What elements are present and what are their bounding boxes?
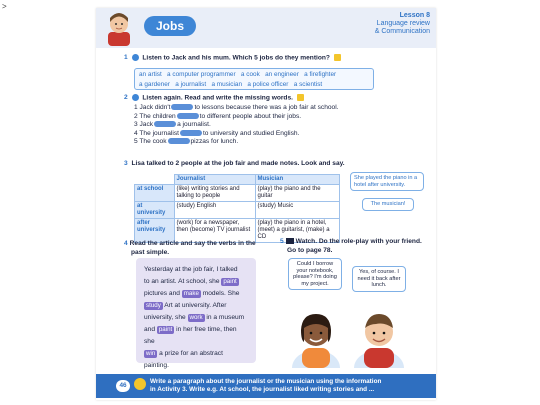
speech-bubble-musician: The musician! [362, 198, 414, 211]
gap-fill-item: 3 Jack a journalist. [134, 121, 211, 128]
activity-3-instruction [124, 160, 424, 169]
lesson-heading [375, 12, 430, 36]
page-number: 46 [116, 380, 130, 392]
table-cell: (like) writing stories and talking to people [174, 185, 255, 202]
article-line: and paint in her free time, then she [144, 326, 237, 345]
textbook-page [96, 8, 436, 400]
notebook-icon [334, 54, 341, 61]
lesson-number: Lesson 8 [399, 12, 430, 19]
gap-fill-list [134, 104, 424, 147]
table-cell: (study) Music [255, 202, 339, 219]
activity-1-instruction [124, 54, 424, 63]
table-header-cell [135, 175, 175, 185]
gap-fill-item: 5 The cook pizzas for lunch. [134, 138, 239, 145]
table-cell: (work) for a newspaper, then (become) TV journalist [174, 219, 255, 243]
gap-fill-item: 1 Jack didn't to lessons because there was a job fair at school. [134, 104, 339, 111]
hidden-answer-blot [180, 130, 202, 136]
verb-chip: work [189, 314, 203, 321]
page-title: Jobs [144, 16, 196, 36]
speech-bubble-yes-of-course: Yes, of course. I need it back after lunch. [352, 266, 406, 292]
audio-icon [132, 54, 139, 61]
article-line: university, she work in a museum [144, 314, 245, 321]
jobs-word-box [134, 68, 374, 90]
writing-task: Write a paragraph about the journalist or the musician using the information in Activity 3. Write e.g. At school, the journalist liked writing stories and ... [150, 378, 382, 393]
table-header-cell: Musician [255, 175, 339, 185]
corner-mark: > [2, 2, 7, 11]
hidden-answer-blot [154, 121, 176, 127]
verb-chip: win [146, 350, 156, 357]
activity-1-text: Listen to Jack and his mum. Which 5 jobs do they mention? [142, 54, 330, 62]
table-cell: (play) the piano in a hotel, (meet) a guitarist, (make) a CD [255, 219, 339, 243]
activity-2-number: 2 [124, 94, 128, 102]
activity-5-number: 5 [280, 238, 284, 245]
table-cell: (study) English [174, 202, 255, 219]
row-label: at school [135, 185, 175, 202]
activity-2-instruction [124, 94, 424, 103]
boy-character-image [354, 306, 404, 368]
table-header-row [135, 175, 340, 185]
notebook-icon [297, 94, 304, 101]
speech-bubble-played-piano: She played the piano in a hotel after university. [350, 172, 424, 191]
girl-character-image [292, 306, 340, 368]
activity-5-instruction: 5 Watch. Do the role-play with your friend. Go to page 78. [280, 238, 422, 254]
boy-portrait-image [104, 10, 134, 46]
audio-icon [132, 94, 139, 101]
gap-fill-item: 2 The children to different people about their jobs. [134, 112, 302, 120]
activity-4-instruction: 4 Read the article and say the verbs in the past simple. [124, 240, 256, 256]
job-fair-notes-table [134, 174, 340, 243]
activity-3-number: 3 [124, 160, 128, 167]
table-row [135, 185, 340, 202]
page-header [96, 8, 436, 48]
table-cell: (play) the piano and the guitar [255, 185, 339, 202]
hidden-answer-blot [177, 113, 199, 119]
article-line: to an artist. At school, she paint [144, 278, 237, 285]
row-label: at university [135, 202, 175, 219]
speech-bubble-borrow-notebook: Could I borrow your notebook, please? I'm doing my project. [288, 258, 342, 290]
article-line: pictures and make models. She [144, 290, 240, 297]
hidden-answer-blot [171, 104, 193, 110]
video-camera-icon [286, 238, 294, 244]
article-line: win a prize for an abstract painting. [144, 350, 223, 369]
verb-chip: paint [158, 326, 173, 333]
activity-3-text: Lisa talked to 2 people at the job fair and made notes. Look and say. [131, 160, 345, 167]
article-line: Yesterday at the job fair, I talked [144, 266, 238, 273]
jobs-line-1: an artist a computer programmer a cook an engineer a firefighter [139, 71, 337, 78]
row-label: after university [135, 219, 175, 243]
activity-1-number: 1 [124, 54, 128, 62]
activity-4-number: 4 [124, 240, 128, 247]
jobs-line-2: a gardener a journalist a musician a police officer a scientist [139, 81, 323, 88]
article-text-box [136, 258, 256, 369]
lesson-subtitle-2: & Communication [374, 28, 430, 35]
hidden-answer-blot [168, 138, 190, 144]
table-row [135, 202, 340, 219]
table-header-cell: Journalist [174, 175, 255, 185]
pencil-icon [134, 378, 146, 390]
article-line: study Art at university. After [146, 302, 227, 309]
gap-fill-item: 4 The journalist to university and studied English. [134, 129, 300, 137]
verb-chip: study [146, 302, 161, 309]
activity-2-text: Listen again. Read and write the missing words. [142, 94, 293, 102]
lesson-subtitle-1: Language review [376, 20, 430, 27]
verb-chip: make [183, 290, 199, 297]
verb-chip: paint [223, 278, 237, 285]
page-footer [96, 374, 436, 398]
